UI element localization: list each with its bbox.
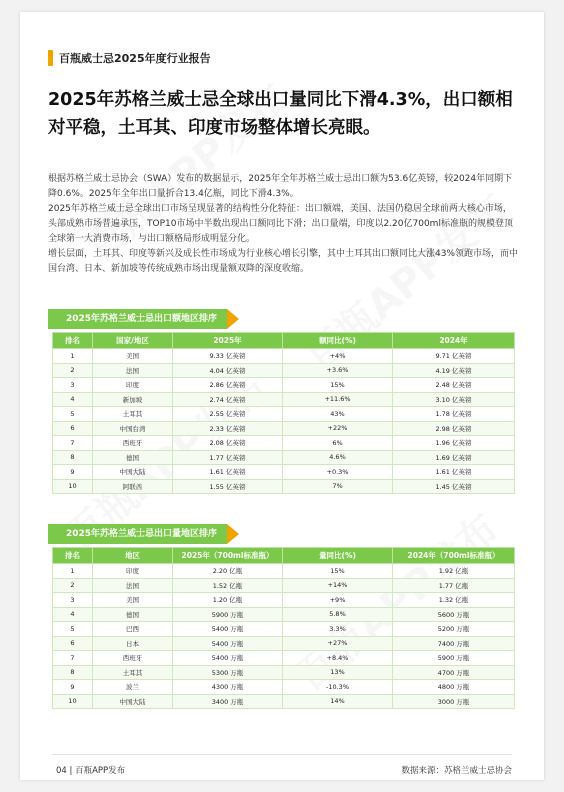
value-2024-cell: 1.92 亿瓶 bbox=[393, 564, 515, 579]
region-cell: 法国 bbox=[93, 363, 173, 378]
value-2025-cell: 2.55 亿英镑 bbox=[173, 407, 283, 422]
footer-divider bbox=[52, 754, 512, 755]
value-2024-cell: 1.78 亿英镑 bbox=[393, 407, 515, 422]
export-value-table bbox=[52, 332, 515, 494]
value-2024-cell: 1.77 亿瓶 bbox=[393, 578, 515, 593]
column-header: 国家/地区 bbox=[93, 333, 173, 349]
rank-cell: 10 bbox=[53, 694, 93, 709]
value-2025-cell: 5900 万瓶 bbox=[173, 607, 283, 622]
table-row bbox=[53, 465, 515, 480]
yoy-cell: +8.4% bbox=[283, 651, 393, 666]
yoy-cell: 5.8% bbox=[283, 607, 393, 622]
column-header: 额同比(%) bbox=[283, 333, 393, 349]
value-2024-cell: 2.48 亿英镑 bbox=[393, 378, 515, 393]
region-cell: 波兰 bbox=[93, 680, 173, 695]
value-2024-cell: 1.45 亿英镑 bbox=[393, 479, 515, 494]
yoy-cell: 6% bbox=[283, 436, 393, 451]
value-2024-cell: 5600 万瓶 bbox=[393, 607, 515, 622]
column-header: 2025年 bbox=[173, 333, 283, 349]
value-2025-cell: 1.52 亿瓶 bbox=[173, 578, 283, 593]
tag-arrow-icon bbox=[227, 309, 239, 329]
yoy-cell: 43% bbox=[283, 407, 393, 422]
table-row bbox=[53, 593, 515, 608]
value-2025-cell: 3400 万瓶 bbox=[173, 694, 283, 709]
rank-cell: 9 bbox=[53, 680, 93, 695]
rank-cell: 8 bbox=[53, 450, 93, 465]
table-row bbox=[53, 436, 515, 451]
value-2024-cell: 9.71 亿英镑 bbox=[393, 349, 515, 364]
region-cell: 美国 bbox=[93, 349, 173, 364]
table-row bbox=[53, 407, 515, 422]
table-row bbox=[53, 622, 515, 637]
value-2024-cell: 4.19 亿英镑 bbox=[393, 363, 515, 378]
region-cell: 土耳其 bbox=[93, 665, 173, 680]
column-header: 排名 bbox=[53, 333, 93, 349]
yoy-cell: +11.6% bbox=[283, 392, 393, 407]
table-row bbox=[53, 694, 515, 709]
value-2025-cell: 4.04 亿英镑 bbox=[173, 363, 283, 378]
body-paragraph: 2025年苏格兰威士忌全球出口市场呈现显著的结构性分化特征：出口额端，美国、法国仍稳居全球前两大核心市场，头部成熟市场普遍承压，TOP10市场中半数出现出口额同比下滑；出口量端，印度以2.20亿700ml标准瓶的规模登顶全球第一大消费市场，与出口额格局形成明显分化。 bbox=[48, 204, 513, 244]
table-header-row bbox=[53, 548, 515, 564]
column-header: 2024年（700ml标准瓶） bbox=[393, 548, 515, 564]
header-accent-bar bbox=[48, 50, 53, 66]
column-header: 2025年（700ml标准瓶） bbox=[173, 548, 283, 564]
yoy-cell: 7% bbox=[283, 479, 393, 494]
region-cell: 巴西 bbox=[93, 622, 173, 637]
table2-title: 2025年苏格兰威士忌出口量地区排序 bbox=[48, 524, 227, 544]
value-2024-cell: 5200 万瓶 bbox=[393, 622, 515, 637]
value-2024-cell: 1.32 亿瓶 bbox=[393, 593, 515, 608]
value-2024-cell: 4700 万瓶 bbox=[393, 665, 515, 680]
yoy-cell: 3.3% bbox=[283, 622, 393, 637]
yoy-cell: 15% bbox=[283, 378, 393, 393]
rank-cell: 4 bbox=[53, 607, 93, 622]
page-title: 2025年苏格兰威士忌全球出口量同比下滑4.3%，出口额相对平稳，土耳其、印度市场整体增长亮眼。 bbox=[48, 90, 513, 138]
value-2025-cell: 5300 万瓶 bbox=[173, 665, 283, 680]
yoy-cell: +27% bbox=[283, 636, 393, 651]
report-page bbox=[20, 12, 544, 780]
region-cell: 中国大陆 bbox=[93, 694, 173, 709]
yoy-cell: +0.3% bbox=[283, 465, 393, 480]
body-paragraph: 根据苏格兰威士忌协会（SWA）发布的数据显示，2025年全年苏格兰威士忌出口额为53.6亿英镑，较2024年同期下降0.6%。2025年全年出口量折合13.4亿瓶，同比下滑4.3%。 bbox=[48, 174, 513, 199]
table-row bbox=[53, 421, 515, 436]
rank-cell: 5 bbox=[53, 407, 93, 422]
report-header bbox=[48, 48, 211, 68]
rank-cell: 9 bbox=[53, 465, 93, 480]
table-row bbox=[53, 680, 515, 695]
column-header: 量同比(%) bbox=[283, 548, 393, 564]
value-2025-cell: 1.20 亿瓶 bbox=[173, 593, 283, 608]
rank-cell: 3 bbox=[53, 593, 93, 608]
region-cell: 西班牙 bbox=[93, 651, 173, 666]
value-2024-cell: 5900 万瓶 bbox=[393, 651, 515, 666]
table1-title: 2025年苏格兰威士忌出口额地区排序 bbox=[48, 309, 227, 329]
region-cell: 阿联酋 bbox=[93, 479, 173, 494]
table2-title-tag bbox=[48, 524, 239, 544]
table-row bbox=[53, 450, 515, 465]
rank-cell: 3 bbox=[53, 378, 93, 393]
value-2025-cell: 5400 万瓶 bbox=[173, 622, 283, 637]
yoy-cell: +3.6% bbox=[283, 363, 393, 378]
footer-source: 数据来源：苏格兰威士忌协会 bbox=[401, 766, 512, 776]
value-2025-cell: 5400 万瓶 bbox=[173, 651, 283, 666]
value-2024-cell: 1.96 亿英镑 bbox=[393, 436, 515, 451]
rank-cell: 2 bbox=[53, 363, 93, 378]
value-2025-cell: 1.55 亿英镑 bbox=[173, 479, 283, 494]
yoy-cell: +4% bbox=[283, 349, 393, 364]
rank-cell: 7 bbox=[53, 651, 93, 666]
value-2025-cell: 9.33 亿英镑 bbox=[173, 349, 283, 364]
value-2025-cell: 2.08 亿英镑 bbox=[173, 436, 283, 451]
region-cell: 印度 bbox=[93, 564, 173, 579]
rank-cell: 2 bbox=[53, 578, 93, 593]
yoy-cell: 13% bbox=[283, 665, 393, 680]
rank-cell: 1 bbox=[53, 349, 93, 364]
yoy-cell: +9% bbox=[283, 593, 393, 608]
value-2024-cell: 3000 万瓶 bbox=[393, 694, 515, 709]
value-2024-cell: 1.69 亿英镑 bbox=[393, 450, 515, 465]
yoy-cell: +14% bbox=[283, 578, 393, 593]
value-2025-cell: 1.61 亿英镑 bbox=[173, 465, 283, 480]
value-2025-cell: 2.74 亿英镑 bbox=[173, 392, 283, 407]
table-row bbox=[53, 349, 515, 364]
rank-cell: 5 bbox=[53, 622, 93, 637]
rank-cell: 7 bbox=[53, 436, 93, 451]
rank-cell: 1 bbox=[53, 564, 93, 579]
yoy-cell: 15% bbox=[283, 564, 393, 579]
table-header-row bbox=[53, 333, 515, 349]
value-2024-cell: 2.98 亿英镑 bbox=[393, 421, 515, 436]
region-cell: 德国 bbox=[93, 607, 173, 622]
region-cell: 德国 bbox=[93, 450, 173, 465]
export-volume-table bbox=[52, 547, 515, 709]
rank-cell: 4 bbox=[53, 392, 93, 407]
region-cell: 新加坡 bbox=[93, 392, 173, 407]
table-row bbox=[53, 392, 515, 407]
rank-cell: 6 bbox=[53, 421, 93, 436]
yoy-cell: 14% bbox=[283, 694, 393, 709]
column-header: 2024年 bbox=[393, 333, 515, 349]
table-row bbox=[53, 636, 515, 651]
rank-cell: 6 bbox=[53, 636, 93, 651]
table-row bbox=[53, 607, 515, 622]
value-2024-cell: 3.10 亿英镑 bbox=[393, 392, 515, 407]
value-2025-cell: 2.20 亿瓶 bbox=[173, 564, 283, 579]
footer-page-label: 04 | 百瓶APP发布 bbox=[56, 766, 126, 776]
yoy-cell: 4.6% bbox=[283, 450, 393, 465]
region-cell: 美国 bbox=[93, 593, 173, 608]
value-2025-cell: 5400 万瓶 bbox=[173, 636, 283, 651]
region-cell: 中国台湾 bbox=[93, 421, 173, 436]
region-cell: 土耳其 bbox=[93, 407, 173, 422]
value-2025-cell: 4300 万瓶 bbox=[173, 680, 283, 695]
table-row bbox=[53, 479, 515, 494]
table-row bbox=[53, 378, 515, 393]
table-row bbox=[53, 665, 515, 680]
table-row bbox=[53, 564, 515, 579]
region-cell: 中国大陆 bbox=[93, 465, 173, 480]
table-row bbox=[53, 578, 515, 593]
table-row bbox=[53, 363, 515, 378]
region-cell: 法国 bbox=[93, 578, 173, 593]
value-2025-cell: 2.33 亿英镑 bbox=[173, 421, 283, 436]
report-header-label: 百瓶威士忌2025年度行业报告 bbox=[59, 52, 211, 65]
value-2025-cell: 1.77 亿英镑 bbox=[173, 450, 283, 465]
yoy-cell: -10.3% bbox=[283, 680, 393, 695]
body-paragraph: 增长层面，土耳其、印度等新兴及成长性市场成为行业核心增长引擎，其中土耳其出口额同比大涨43%领跑市场，而中国台湾、日本、新加坡等传统成熟市场出现量额双降的深度收缩。 bbox=[48, 249, 519, 274]
value-2024-cell: 1.61 亿英镑 bbox=[393, 465, 515, 480]
rank-cell: 10 bbox=[53, 479, 93, 494]
value-2024-cell: 4800 万瓶 bbox=[393, 680, 515, 695]
region-cell: 西班牙 bbox=[93, 436, 173, 451]
rank-cell: 8 bbox=[53, 665, 93, 680]
column-header: 排名 bbox=[53, 548, 93, 564]
yoy-cell: +22% bbox=[283, 421, 393, 436]
value-2025-cell: 2.86 亿英镑 bbox=[173, 378, 283, 393]
column-header: 地区 bbox=[93, 548, 173, 564]
body-text bbox=[48, 172, 518, 277]
region-cell: 日本 bbox=[93, 636, 173, 651]
table-row bbox=[53, 651, 515, 666]
region-cell: 印度 bbox=[93, 378, 173, 393]
table1-title-tag bbox=[48, 309, 239, 329]
tag-arrow-icon bbox=[227, 524, 239, 544]
value-2024-cell: 7400 万瓶 bbox=[393, 636, 515, 651]
